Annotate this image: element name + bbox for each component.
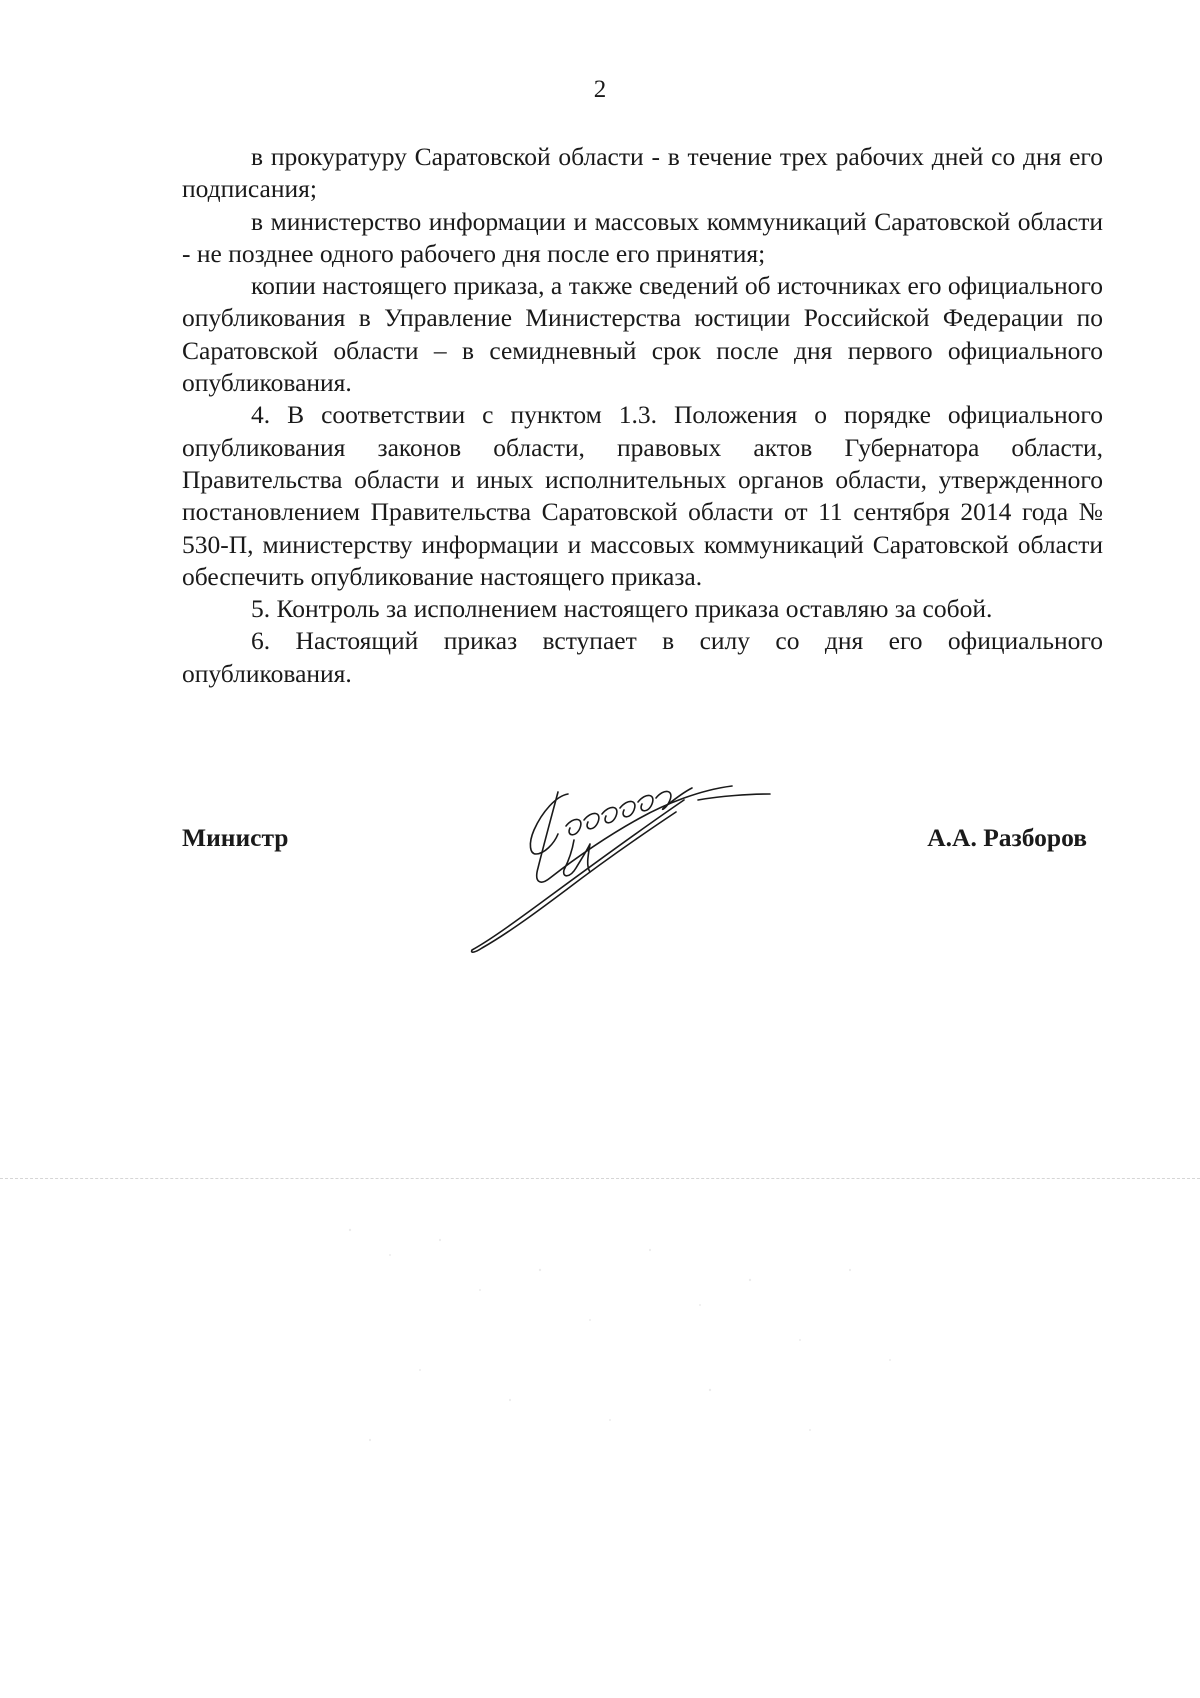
- scan-artifact-noise: [330, 1210, 930, 1460]
- paragraph-item-4: 4. В соответствии с пунктом 1.3. Положения о порядке официального опубликования законов области, правовых актов Губернатора области, Правительства области и иных исполнительных органов области, утвержденного постановлением Правительства Саратовской области от 11 сентября 2014 года № 530-П, министерству информации и массовых коммуникаций Саратовской области обеспечить опубликование настоящего приказа.: [182, 400, 1103, 591]
- document-body: [182, 141, 1103, 690]
- signatory-title: Министр: [182, 823, 289, 852]
- page-number: 2: [593, 76, 607, 103]
- paragraph-item-6: 6. Настоящий приказ вступает в силу со дня его официального опубликования.: [182, 626, 1103, 688]
- handwritten-signature: [470, 782, 820, 972]
- scan-artifact-line: [0, 1178, 1200, 1179]
- paragraph-copies: копии настоящего приказа, а также сведений об источниках его официального опубликования в Управление Министерства юстиции Российской Федерации по Саратовской области – в семидневный срок после дня первого официального опубликования.: [182, 271, 1103, 398]
- paragraph-prosecutor: в прокуратуру Саратовской области - в течение трех рабочих дней со дня его подписания;: [182, 142, 1103, 204]
- paragraph-item-5: 5. Контроль за исполнением настоящего приказа оставляю за собой.: [251, 594, 993, 624]
- signatory-name: А.А. Разборов: [927, 823, 1087, 852]
- paragraph-ministry-information: в министерство информации и массовых коммуникаций Саратовской области - не позднее одного рабочего дня после его принятия;: [182, 206, 1103, 268]
